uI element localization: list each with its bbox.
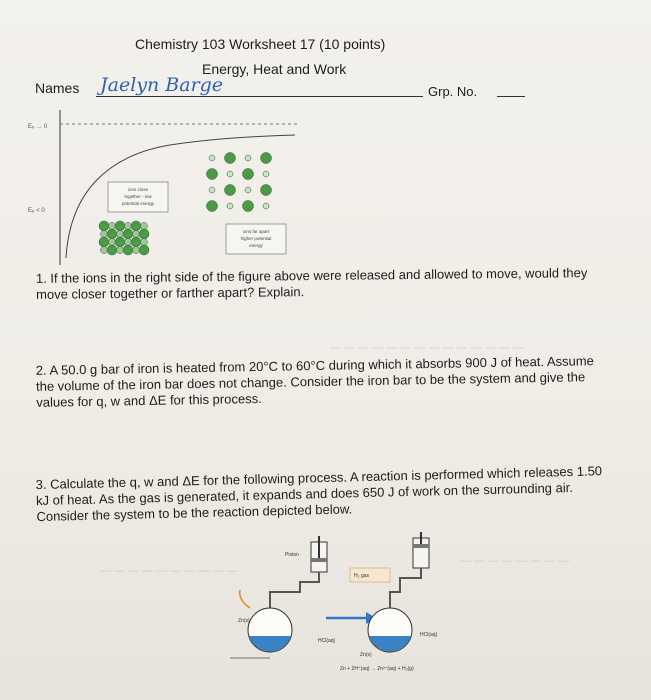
ions-far-line3: energy bbox=[249, 243, 263, 248]
close-ion bbox=[133, 247, 140, 254]
far-ion bbox=[225, 153, 236, 164]
far-ion bbox=[261, 185, 272, 196]
right-gas-label: H₂ gas bbox=[354, 573, 370, 579]
left-piston-head bbox=[311, 558, 327, 562]
student-signature: Jaelyn Barge bbox=[100, 74, 224, 96]
ion-lattice-far bbox=[207, 153, 272, 212]
group-number-underline bbox=[497, 96, 525, 97]
close-ion bbox=[125, 239, 132, 246]
right-piston-head bbox=[413, 544, 429, 548]
far-ion bbox=[243, 201, 254, 212]
close-ion bbox=[99, 221, 109, 231]
close-ion bbox=[139, 229, 149, 239]
ions-far-line1: ions far apart bbox=[242, 229, 270, 234]
close-ion bbox=[109, 239, 116, 246]
far-ion bbox=[263, 171, 269, 177]
far-ion bbox=[261, 153, 272, 164]
close-ion bbox=[131, 221, 141, 231]
right-liquid-label: HCl(aq) bbox=[420, 632, 438, 638]
far-ion bbox=[245, 155, 251, 161]
right-flask-label: Zn(s) bbox=[360, 652, 372, 658]
close-ion bbox=[133, 231, 140, 238]
far-ion bbox=[263, 203, 269, 209]
right-flask-liquid bbox=[369, 636, 411, 651]
energy-zero-label: Eₚ → 0 bbox=[28, 124, 48, 130]
names-label: Names bbox=[35, 80, 80, 96]
ion-energy-figure bbox=[0, 100, 651, 265]
left-apparatus bbox=[238, 536, 336, 652]
worksheet-title: Chemistry 103 Worksheet 17 (10 points) bbox=[135, 36, 386, 52]
close-ion bbox=[101, 247, 108, 254]
far-ion bbox=[245, 187, 251, 193]
close-ion bbox=[115, 221, 125, 231]
left-flask-liquid bbox=[249, 636, 291, 651]
left-piston-label: Piston bbox=[285, 552, 299, 558]
energy-negative-label: Eₚ < 0 bbox=[28, 208, 45, 214]
ions-close-line3: potential energy bbox=[121, 201, 155, 206]
close-ion bbox=[99, 237, 109, 247]
close-ion bbox=[117, 231, 124, 238]
close-ion bbox=[101, 231, 108, 238]
left-liquid-label: HCl(aq) bbox=[318, 638, 336, 644]
bleed-through-text: — — — — — — — — — — — — — — bbox=[330, 342, 524, 354]
reaction-equation: Zn + 2H⁺(aq) → Zn²⁺(aq) + H₂(g) bbox=[340, 666, 414, 672]
close-ion bbox=[141, 223, 148, 230]
close-ion bbox=[117, 247, 124, 254]
far-ion bbox=[227, 203, 233, 209]
close-ion bbox=[139, 245, 149, 255]
close-ion bbox=[131, 237, 141, 247]
bleed-through-text: — — — — — — — — — — bbox=[100, 565, 238, 577]
far-ion bbox=[207, 169, 218, 180]
group-number-label: Grp. No. bbox=[428, 84, 478, 99]
left-tube bbox=[270, 572, 319, 610]
ion-lattice-close bbox=[99, 221, 149, 255]
right-apparatus bbox=[350, 532, 438, 658]
close-ion bbox=[115, 237, 125, 247]
close-ion bbox=[123, 245, 133, 255]
close-ion bbox=[107, 229, 117, 239]
far-ion bbox=[209, 155, 215, 161]
left-curved-arrow bbox=[240, 590, 250, 608]
question-1: 1. If the ions in the right side of the figure above were released and allowed to move, would they move closer together or farther apart? Explain. bbox=[35, 265, 588, 302]
close-ion bbox=[123, 229, 133, 239]
close-ion bbox=[107, 245, 117, 255]
ions-close-line2: together - low bbox=[124, 194, 152, 199]
worksheet-subtitle: Energy, Heat and Work bbox=[202, 61, 347, 77]
question-2: 2. A 50.0 g bar of iron is heated from 20°C to 60°C during which it absorbs 900 J of heat. Assume the volume of the iron bar does not change. Consider the iron bar to be the system and give the values for q, w and ΔE for this process. bbox=[35, 353, 594, 410]
far-ion bbox=[209, 187, 215, 193]
far-ion bbox=[207, 201, 218, 212]
right-tube bbox=[390, 568, 421, 610]
close-ion bbox=[125, 223, 132, 230]
far-ion bbox=[227, 171, 233, 177]
reaction-apparatus-figure bbox=[0, 530, 651, 700]
ions-far-line2: higher potential bbox=[240, 236, 272, 241]
bleed-through-text: — — — — — — — — bbox=[460, 555, 570, 567]
close-ion bbox=[109, 223, 116, 230]
far-ion bbox=[243, 169, 254, 180]
ions-close-line1: ions close bbox=[127, 187, 149, 192]
names-underline bbox=[96, 96, 423, 97]
question-3: 3. Calculate the q, w and ΔE for the following process. A reaction is performed which releases 1.50 kJ of heat. As the gas is generated, it expands and does 650 J of work on the surrounding air. Consider the system to be the reaction depicted below. bbox=[35, 463, 603, 525]
far-ion bbox=[225, 185, 236, 196]
left-flask-label: Zn(s) bbox=[238, 618, 250, 624]
close-ion bbox=[141, 239, 148, 246]
